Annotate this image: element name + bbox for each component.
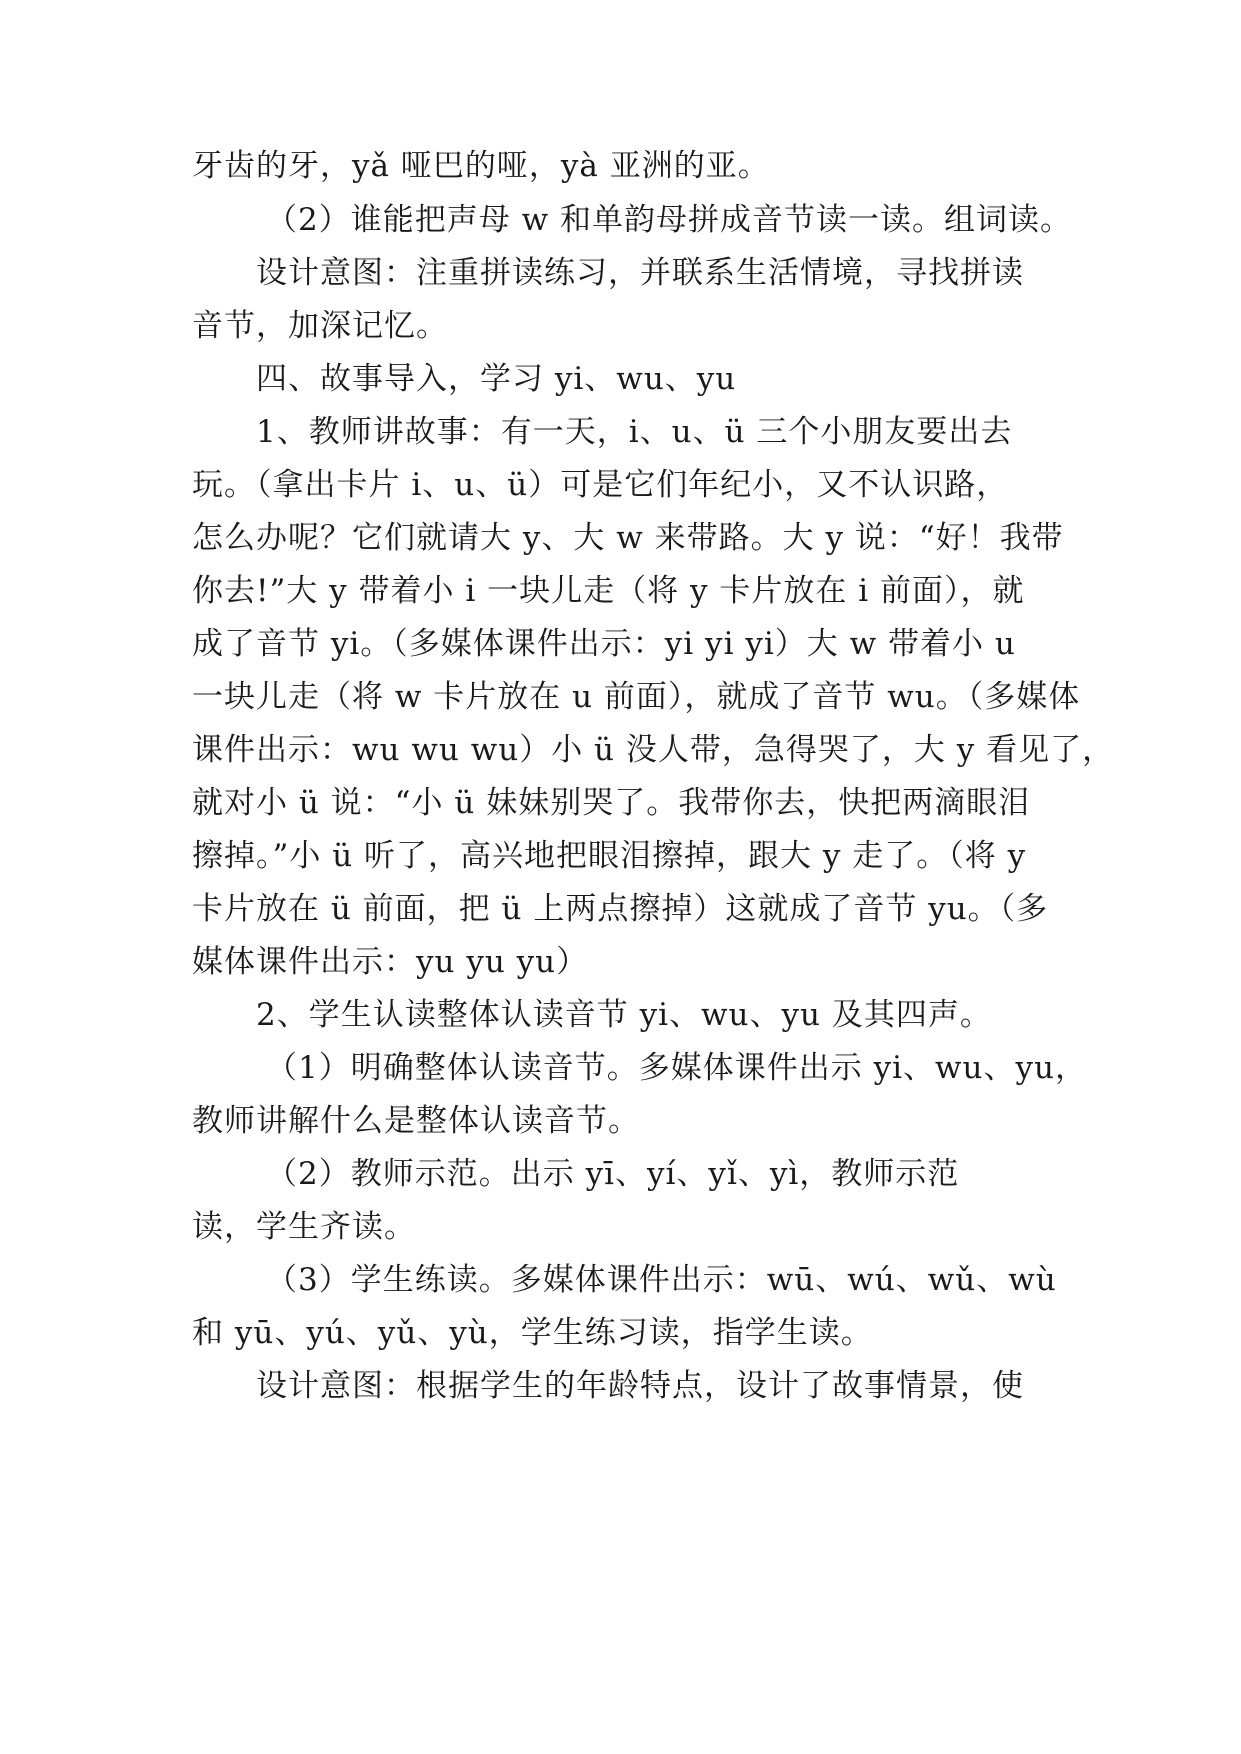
text-line: 音节，加深记忆。 [192,308,448,344]
text-line: 教师讲解什么是整体认读音节。 [192,1103,640,1139]
text-line: 一块儿走（将 w 卡片放在 u 前面），就成了音节 wu。（多媒体 [192,679,1081,715]
text-line: （1）明确整体认读音节。多媒体课件出示 yi、wu、yu， [266,1050,1087,1086]
text-line: 牙齿的牙，yǎ 哑巴的哑，yà 亚洲的亚。 [192,148,770,184]
text-line: 擦掉。”小 ü 听了，高兴地把眼泪擦掉，跟大 y 走了。（将 y [192,838,1027,874]
text-line: 媒体课件出示：yu yu yu） [192,944,589,980]
text-line: 课件出示：wu wu wu）小 ü 没人带，急得哭了，大 y 看见了， [192,732,1115,768]
text-line: （2）教师示范。出示 yī、yí、yǐ、yì，教师示范 [266,1156,960,1192]
text-line: （2）谁能把声母 w 和单韵母拼成音节读一读。组词读。 [266,202,1072,238]
text-line: 1、教师讲故事：有一天，i、u、ü 三个小朋友要出去 [256,414,1013,450]
text-line: 2、学生认读整体认读音节 yi、wu、yu 及其四声。 [256,997,992,1033]
text-line: 读，学生齐读。 [192,1209,416,1245]
text-line: 玩。（拿出卡片 i、u、ü）可是它们年纪小，又不认识路， [192,467,1009,503]
text-line: 怎么办呢？它们就请大 y、大 w 来带路。大 y 说：“好！我带 [192,520,1064,556]
text-line: 成了音节 yi。（多媒体课件出示：yi yi yi）大 w 带着小 u [192,626,1016,662]
text-line: 就对小 ü 说：“小 ü 妹妹别哭了。我带你去，快把两滴眼泪 [192,785,1031,821]
text-line: 设计意图：根据学生的年龄特点，设计了故事情景，使 [256,1368,1024,1404]
text-line: 你去!”大 y 带着小 i 一块儿走（将 y 卡片放在 i 前面），就 [192,573,1025,609]
text-line: 设计意图：注重拼读练习，并联系生活情境，寻找拼读 [256,255,1024,291]
text-line: 和 yū、yú、yǔ、yù，学生练习读，指学生读。 [192,1315,873,1351]
text-line: 卡片放在 ü 前面，把 ü 上两点擦掉）这就成了音节 yu。（多 [192,891,1049,927]
text-line: （3）学生练读。多媒体课件出示：wū、wú、wǔ、wù [266,1262,1057,1298]
section-heading: 四、故事导入，学习 yi、wu、yu [256,361,737,397]
